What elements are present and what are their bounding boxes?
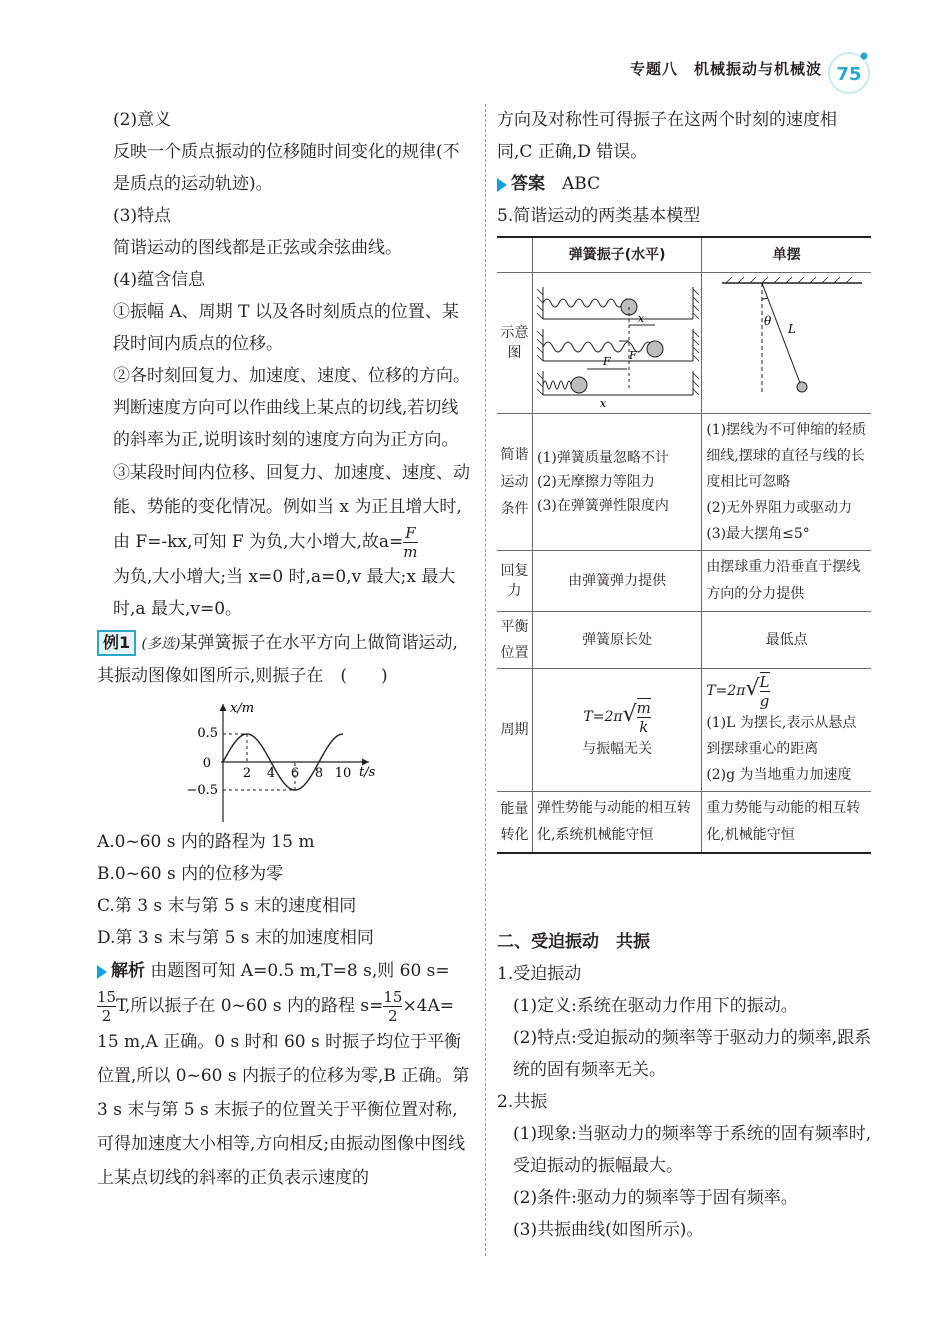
spring-coil xyxy=(543,381,571,389)
text-span: 15 m,A 正确。0 s 时和 60 s 时振子均位于平衡位置,所以 0~60 s 内振子的位移为零,B 正确。第 3 s 末与第 5 s 末振子的位置关于平衡位置对称,可得加速度大小相等,方向相反;由振动图像中图线上某点切线的斜率的正负表示速度的 xyxy=(97,1032,470,1188)
denominator: m xyxy=(403,543,418,561)
table-row xyxy=(497,273,871,414)
period-formula-pendulum: T=2π√ $\frac{L}{g}$ xyxy=(706,673,770,710)
length-label-l: L xyxy=(788,322,797,336)
text-span: T,所以振子在 0~60 s 内的路程 s= xyxy=(116,996,384,1016)
running-header: 专题八 机械振动与机械波 xyxy=(629,60,822,78)
text-paragraph: (1)定义:系统在驱动力作用下的振动。 xyxy=(513,996,798,1016)
period-formula-spring: T=2π√ $\frac{m}{k}$ xyxy=(583,698,651,736)
displacement-label-x: x xyxy=(599,397,607,410)
option-a: A.0~60 s 内的路程为 15 m xyxy=(97,832,315,852)
x-tick-label: 4 xyxy=(266,766,276,781)
x-axis-label: t/s xyxy=(359,765,376,780)
analysis-label: 解析 xyxy=(111,961,145,981)
denominator: g xyxy=(759,692,770,710)
right-column-lower xyxy=(497,926,872,1246)
formula-text: T=2π xyxy=(583,708,623,725)
answer-line xyxy=(497,168,872,200)
table-row xyxy=(497,551,871,612)
page-number: 75 xyxy=(836,64,862,85)
spring-coil xyxy=(543,299,631,307)
example-tag: (多选) xyxy=(141,636,181,652)
row-label: 能量转化 xyxy=(497,792,533,854)
table-cell: 弹簧原长处 xyxy=(533,612,702,669)
denominator: k xyxy=(639,717,649,736)
cell-line: (2)无摩擦力等阻力 xyxy=(537,474,655,490)
x-tick-label: 6 xyxy=(290,766,300,781)
pendulum-bob xyxy=(797,382,807,392)
text-paragraph: ①振幅 A、周期 T 以及各时刻质点的位置、某段时间内质点的位移。 xyxy=(113,302,459,354)
fraction-f-over-m xyxy=(403,524,417,561)
table-row xyxy=(497,669,871,792)
subsection-heading: 1.受迫振动 xyxy=(497,964,582,984)
analysis xyxy=(97,954,473,1195)
text-span: ×4A= xyxy=(402,996,455,1016)
table-cell: 由摆球重力沿垂直于摆线方向的分力提供 xyxy=(702,551,871,612)
cell-line: (3)在弹簧弹性限度内 xyxy=(537,498,669,514)
fraction-15-over-2 xyxy=(383,988,402,1025)
example-text: 某弹簧振子在水平方向上做简谐运动,其振动图像如图所示,则振子在 ( ) xyxy=(97,633,458,686)
numerator: 15 xyxy=(383,988,403,1006)
tick-label-y-pos: 0.5 xyxy=(197,726,218,741)
text-paragraph: ②各时刻回复力、加速度、速度、位移的方向。判断速度方向可以作曲线上某点的切线,若切线的斜率为正,说明该时刻的速度方向为正方向。 xyxy=(113,366,470,450)
angle-label-theta: θ xyxy=(764,314,772,328)
table-cell xyxy=(533,414,702,551)
row-label: 示意图 xyxy=(497,273,533,414)
numerator: L xyxy=(759,673,770,691)
text-line: (3)特点 xyxy=(113,206,172,226)
text-paragraph: 简谐运动的图线都是正弦或余弦曲线。 xyxy=(113,238,402,258)
cell-line: (1)摆线为不可伸缩的轻质细线,摆球的直径与线的长度相比可忽略 xyxy=(706,422,867,490)
numerator: 15 xyxy=(97,988,117,1006)
option-d: D.第 3 s 末与第 5 s 末的加速度相同 xyxy=(97,928,374,948)
models-table xyxy=(497,236,871,854)
table-cell: 重力势能与动能的相互转化,机械能守恒 xyxy=(702,792,871,854)
force-label-f: F xyxy=(629,349,637,362)
sqrt-fraction xyxy=(760,672,770,710)
tick-label-y-neg: −0.5 xyxy=(186,783,218,798)
formula-text: T=2π xyxy=(706,683,746,699)
table-cell: 最低点 xyxy=(702,612,871,669)
cell-line: (2)无外界阻力或驱动力 xyxy=(706,500,853,516)
column-divider xyxy=(485,104,486,1256)
displacement-label-x: x xyxy=(637,312,645,325)
option-c: C.第 3 s 末与第 5 s 末的速度相同 xyxy=(97,896,357,916)
table-header-row xyxy=(497,237,871,273)
row-label: 简谐运动条件 xyxy=(497,414,533,551)
table-cell: 由弹簧弹力提供 xyxy=(533,551,702,612)
y-axis-label: x/m xyxy=(230,701,255,716)
table-row xyxy=(497,792,871,854)
text-paragraph: 为负,大小增大;当 x=0 时,a=0,v 最大;x 最大时,a 最大,v=0。 xyxy=(113,567,456,619)
example-label: 例1 xyxy=(97,630,136,656)
text-line: (4)蕴含信息 xyxy=(113,270,206,290)
subsection-heading: 2.共振 xyxy=(497,1092,548,1112)
table-cell xyxy=(702,669,871,792)
force-label-f: F xyxy=(603,355,611,368)
text-paragraph: (1)现象:当驱动力的频率等于系统的固有频率时,受迫振动的振幅最大。 xyxy=(513,1124,872,1176)
table-header-empty xyxy=(497,237,533,273)
text-paragraph: 方向及对称性可得振子在这两个时刻的速度相同,C 正确,D 错误。 xyxy=(497,110,837,162)
spring-oscillator-diagram xyxy=(533,273,701,410)
text-paragraph: (3)共振曲线(如图所示)。 xyxy=(513,1220,704,1240)
answer-marker-icon xyxy=(497,178,507,192)
cell-line: (1)L 为摆长,表示从悬点到摆球重心的距离 xyxy=(706,715,857,757)
spring-ball xyxy=(571,377,587,393)
row-label: 平衡位置 xyxy=(497,612,533,669)
denominator: 2 xyxy=(388,1007,398,1025)
table-row xyxy=(497,414,871,551)
text-paragraph: (2)条件:驱动力的频率等于固有频率。 xyxy=(513,1188,798,1208)
option-b: B.0~60 s 内的位移为零 xyxy=(97,864,284,884)
analysis-marker-icon xyxy=(97,965,107,979)
section-heading: 二、受迫振动 共振 xyxy=(497,932,650,952)
page-number-badge xyxy=(826,50,872,96)
row-label: 回复力 xyxy=(497,551,533,612)
vibration-graph xyxy=(97,696,473,826)
right-column xyxy=(497,104,872,232)
table-cell: 弹性势能与动能的相互转化,系统机械能守恒 xyxy=(533,792,702,854)
text-span: 由题图可知 A=0.5 m,T=8 s,则 60 s= xyxy=(150,961,450,981)
table-cell xyxy=(702,414,871,551)
table-header: 单摆 xyxy=(702,237,871,273)
x-tick-label: 8 xyxy=(314,766,324,781)
text-span: ③某段时间内位移、回复力、加速度、速度、动能、势能的变化情况。例如当 x 为正且增大时,由 F=-kx,可知 F 为负,大小增大,故a= xyxy=(113,463,470,552)
cell-line: (2)g 为当地重力加速度 xyxy=(706,767,852,783)
section-heading: 5.简谐运动的两类基本模型 xyxy=(497,206,701,226)
cell-line: (1)弹簧质量忽略不计 xyxy=(537,450,669,466)
cell-line: (3)最大摆角≤5° xyxy=(706,526,810,542)
table-header: 弹簧振子(水平) xyxy=(533,237,702,273)
fraction-15-over-2 xyxy=(97,988,116,1025)
example-1 xyxy=(97,627,473,692)
numerator: m xyxy=(636,698,651,717)
sqrt-fraction xyxy=(637,698,651,736)
table-row xyxy=(497,612,871,669)
spring-diagram-cell xyxy=(533,273,702,414)
answer-label: 答案 xyxy=(511,174,545,194)
row-label: 周期 xyxy=(497,669,533,792)
text-paragraph xyxy=(97,456,473,561)
left-column xyxy=(97,104,473,1195)
text-paragraph: 反映一个质点振动的位移随时间变化的规律(不是质点的运动轨迹)。 xyxy=(113,142,460,194)
answer-value: ABC xyxy=(562,174,601,194)
numerator: F xyxy=(405,524,416,542)
denominator: 2 xyxy=(101,1007,112,1025)
pendulum-diagram-cell xyxy=(702,273,871,414)
cell-line: 与振幅无关 xyxy=(582,740,653,757)
x-tick-label: 10 xyxy=(334,766,352,781)
simple-pendulum-diagram xyxy=(702,273,870,403)
spring-ball xyxy=(647,341,663,357)
origin-label: 0 xyxy=(202,756,211,771)
text-paragraph: (2)特点:受迫振动的频率等于驱动力的频率,跟系统的固有频率无关。 xyxy=(513,1028,872,1080)
x-tick-label: 2 xyxy=(242,766,252,781)
text-line: (2)意义 xyxy=(113,110,172,130)
table-cell xyxy=(533,669,702,792)
